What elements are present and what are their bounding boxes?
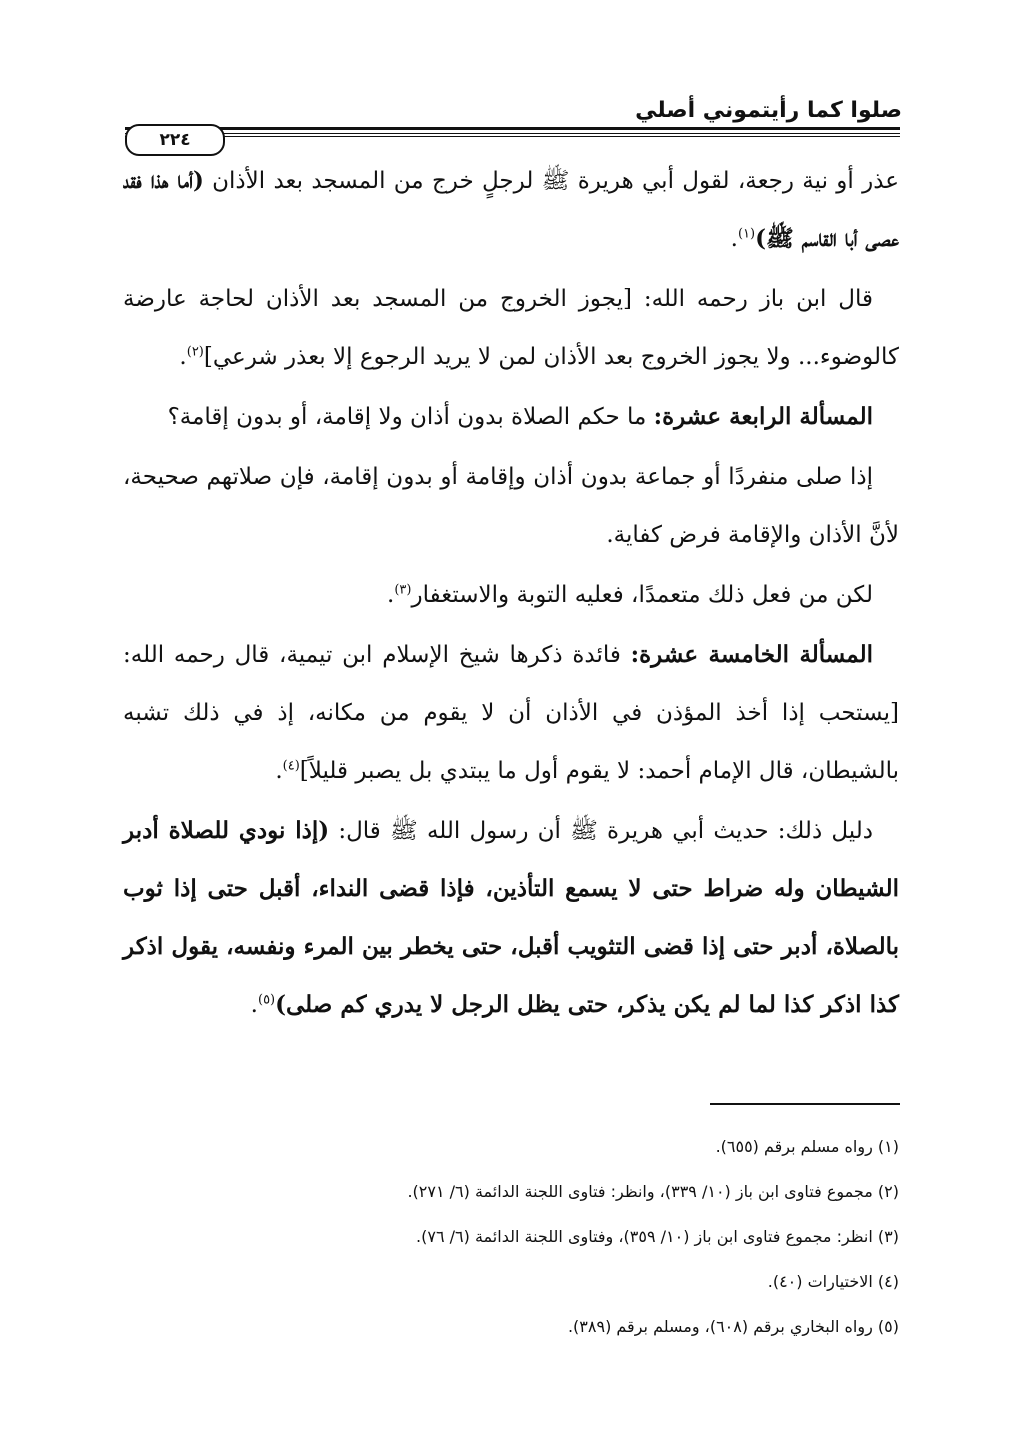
footnote-5: (٥) رواه البخاري برقم (٦٠٨)، ومسلم برقم (٣٨٩).	[567, 1317, 899, 1336]
footnote-2: (٢) مجموع فتاوى ابن باز (١٠/ ٣٣٩)، وانظر: فتاوى اللجنة الدائمة (٦/ ٢٧١).	[407, 1182, 899, 1201]
paragraph-6: المسألة الخامسة عشرة: فائدة ذكرها شيخ الإسلام ابن تيمية، قال رحمه الله: [يستحب إذا أخذ المؤذن في الأذان أن لا يقوم من مكانه، إذ في ذلك تشبه بالشيطان، قال الإمام أحمد: لا يقوم أول ما يبتدي بل يصبر قليلاً]$^{(٤)}$.	[123, 641, 899, 784]
paragraph-7: دليل ذلك: حديث أبي هريرة ﷺ أن رسول الله ﷺ قال: (إذا نودي للصلاة أدبر الشيطان وله ضراط حتى لا يسمع التأذين، فإذا قضى النداء، أقبل حتى إذا ثوب بالصلاة، أدبر حتى إذا قضى التثويب أقبل، حتى يخطر بين المرء ونفسه، يقول اذكر كذا اذكر كذا لما لم يكن يذكر، حتى يظل الرجل لا يدري كم صلى)$^{(٥)}$.	[123, 817, 899, 1018]
footnote-3: (٣) انظر: مجموع فتاوى ابن باز (١٠/ ٣٥٩)، وفتاوى اللجنة الدائمة (٦/ ٧٦).	[416, 1227, 899, 1246]
page-number: ٢٢٤	[125, 124, 225, 156]
issue-heading: المسألة الرابعة عشرة:	[653, 403, 873, 430]
paragraph-1: عذر أو نية رجعة، لقول أبي هريرة ﷺ لرجلٍ خرج من المسجد بعد الأذان (أما هذا فقد عصى أبا القاسم ﷺ)$^{(١)}$.	[123, 167, 899, 252]
issue-heading: المسألة الخامسة عشرة:	[630, 641, 873, 668]
footnotes	[123, 1124, 899, 1349]
footnote-1: (١) رواه مسلم برقم (٦٥٥).	[715, 1137, 899, 1156]
running-header-title: صلوا كما رأيتموني أصلي	[635, 98, 902, 123]
paragraph-3: المسألة الرابعة عشرة: ما حكم الصلاة بدون أذان ولا إقامة، أو بدون إقامة؟	[167, 403, 873, 430]
footnote-4: (٤) الاختيارات (٤٠).	[767, 1272, 899, 1291]
hadith-quote: (إذا نودي للصلاة أدبر الشيطان وله ضراط حتى لا يسمع التأذين، فإذا قضى النداء، أقبل حتى إذا ثوب بالصلاة، أدبر حتى إذا قضى التثويب أقبل، حتى يخطر بين المرء ونفسه، يقول اذكر كذا اذكر كذا لما لم يكن يذكر، حتى يظل الرجل لا يدري كم صلى)	[123, 817, 899, 1018]
paragraph-4: إذا صلى منفردًا أو جماعة بدون أذان وإقامة أو بدون إقامة، فإن صلاتهم صحيحة، لأنَّ الأذان والإقامة فرض كفاية.	[123, 464, 899, 548]
footnote-ref: (٣)	[394, 582, 412, 598]
footnote-ref: (٤)	[282, 758, 300, 774]
footnote-ref: (٥)	[257, 992, 276, 1008]
paragraph-5: لكن من فعل ذلك متعمدًا، فعليه التوبة والاستغفار$^{(٣)}$.	[387, 582, 873, 608]
footnote-ref: (٢)	[186, 344, 204, 360]
paragraph-2: قال ابن باز رحمه الله: [يجوز الخروج من المسجد بعد الأذان لحاجة عارضة كالوضوء... ولا يجوز الخروج بعد الأذان لمن لا يريد الرجوع إلا بعذر شرعي]$^{(٢)}$.	[123, 286, 899, 370]
hadith-quote: (أما هذا فقد عصى أبا القاسم ﷺ)	[123, 167, 899, 252]
footnote-ref: (١)	[737, 226, 756, 242]
page-body	[123, 152, 899, 1034]
footnote-separator	[710, 1103, 900, 1105]
